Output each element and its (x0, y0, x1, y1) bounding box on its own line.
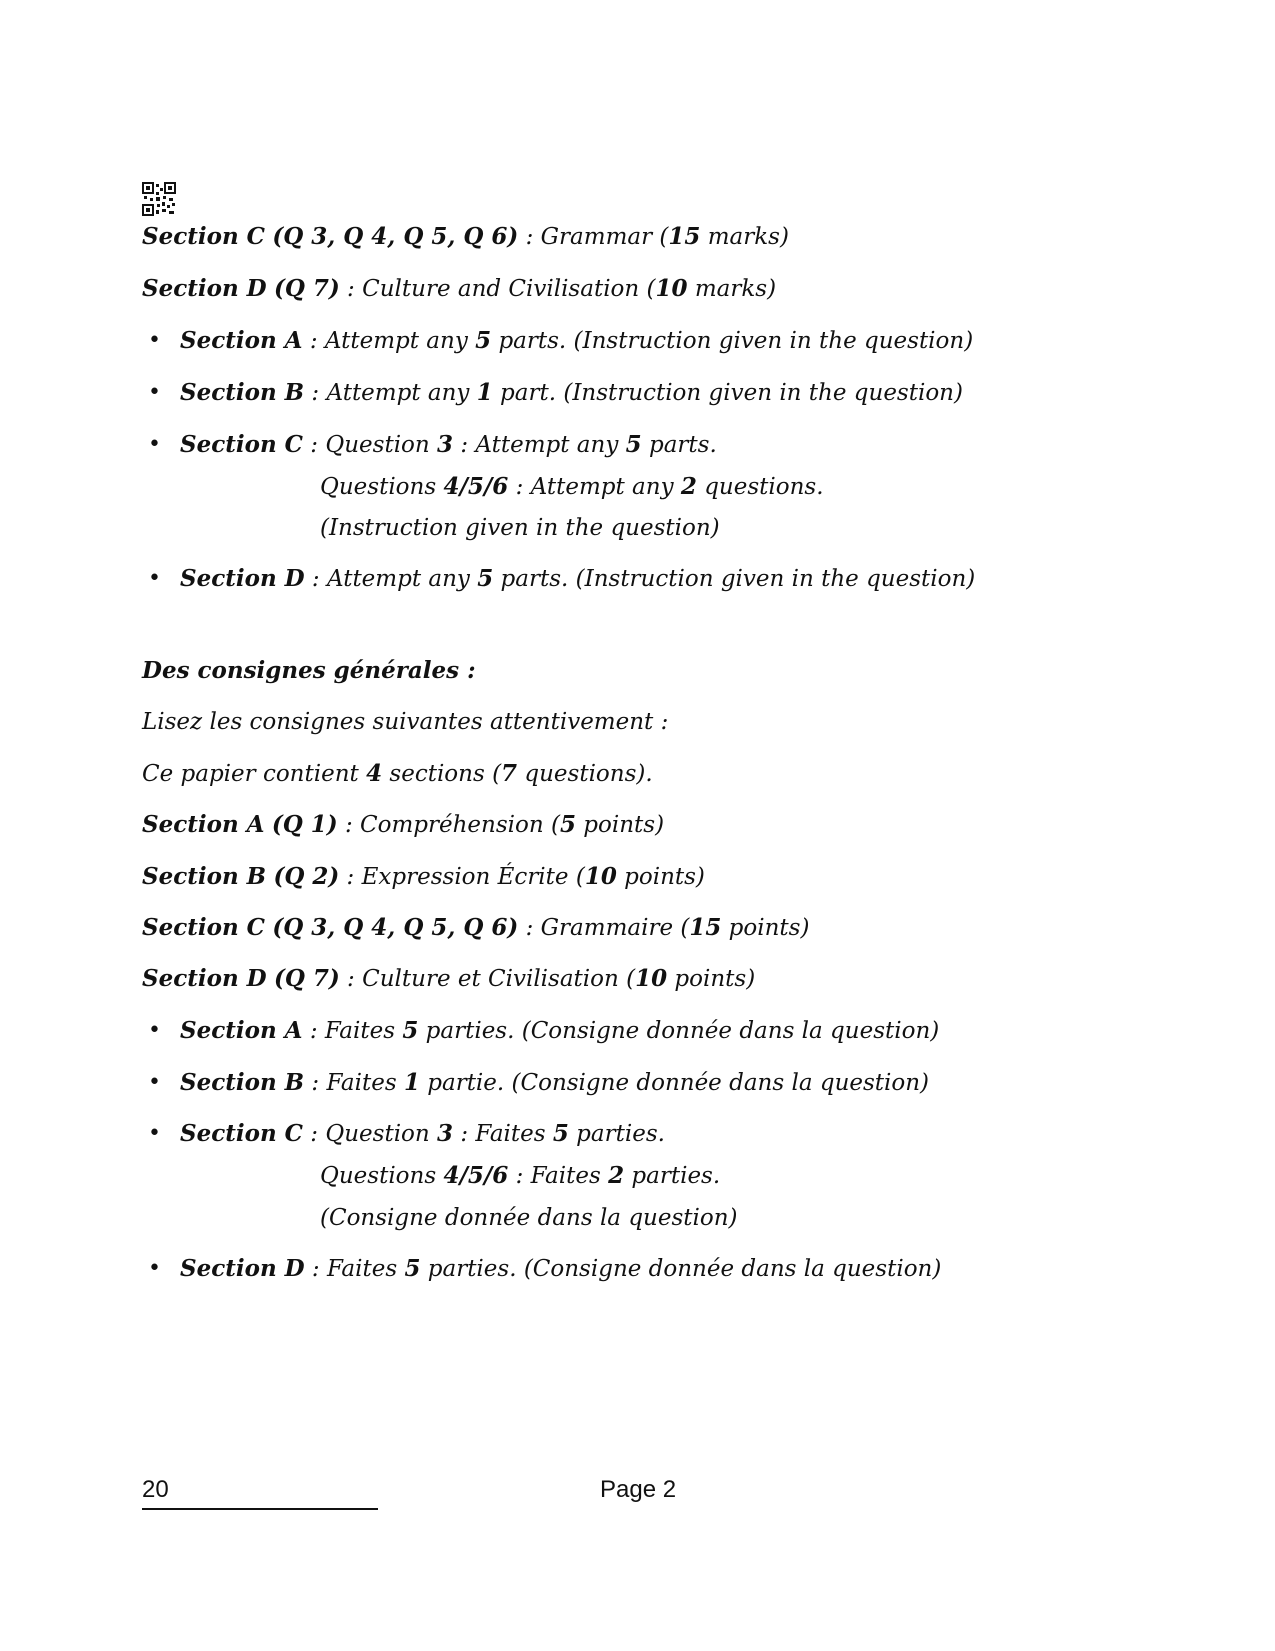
fr-section-c-line: Section C (Q 3, Q 4, Q 5, Q 6) : Grammaire (15 points) (142, 914, 810, 941)
fr-paper-contents: Ce papier contient 4 sections (7 questions). (142, 760, 653, 787)
fr-section-d-line: Section D (Q 7) : Culture et Civilisation (10 points) (142, 965, 756, 992)
bullet-icon: • (148, 328, 161, 353)
paper-code: 20 (142, 1476, 169, 1503)
footer-divider (142, 1508, 378, 1510)
qr-code-icon (142, 182, 176, 216)
fr-bullet-section-d: Section D : Faites 5 parties. (Consigne donnée dans la question) (180, 1255, 942, 1282)
bullet-icon: • (148, 566, 161, 591)
fr-section-a-line: Section A (Q 1) : Compréhension (5 points) (142, 811, 665, 838)
en-bullet-section-a: Section A : Attempt any 5 parts. (Instruction given in the question) (180, 327, 974, 354)
fr-bullet-section-a: Section A : Faites 5 parties. (Consigne donnée dans la question) (180, 1017, 940, 1044)
en-bullet-section-c: Section C : Question 3 : Attempt any 5 parts. (180, 431, 717, 458)
section-d-line: Section D (Q 7) : Culture and Civilisation (10 marks) (142, 275, 777, 302)
fr-bullet-section-c-questions: Questions 4/5/6 : Faites 2 parties. (320, 1162, 721, 1189)
bullet-icon: • (148, 1256, 161, 1281)
en-bullet-section-d: Section D : Attempt any 5 parts. (Instruction given in the question) (180, 565, 976, 592)
fr-heading: Des consignes générales : (142, 657, 476, 684)
section-c-line: Section C (Q 3, Q 4, Q 5, Q 6) : Grammar (15 marks) (142, 223, 789, 250)
fr-bullet-section-b: Section B : Faites 1 partie. (Consigne donnée dans la question) (180, 1069, 930, 1096)
bullet-icon: • (148, 380, 161, 405)
en-bullet-section-b: Section B : Attempt any 1 part. (Instruction given in the question) (180, 379, 963, 406)
fr-intro: Lisez les consignes suivantes attentivement : (142, 709, 669, 735)
fr-bullet-section-c: Section C : Question 3 : Faites 5 parties. (180, 1120, 665, 1147)
en-bullet-section-c-questions: Questions 4/5/6 : Attempt any 2 questions. (320, 473, 824, 500)
bullet-icon: • (148, 432, 161, 457)
bullet-icon: • (148, 1018, 161, 1043)
bullet-icon: • (148, 1070, 161, 1095)
fr-section-b-line: Section B (Q 2) : Expression Écrite (10 points) (142, 863, 705, 890)
en-bullet-section-c-instruction: (Instruction given in the question) (320, 515, 720, 541)
fr-bullet-section-c-instruction: (Consigne donnée dans la question) (320, 1205, 738, 1231)
page-number: Page 2 (600, 1476, 677, 1503)
bullet-icon: • (148, 1121, 161, 1146)
